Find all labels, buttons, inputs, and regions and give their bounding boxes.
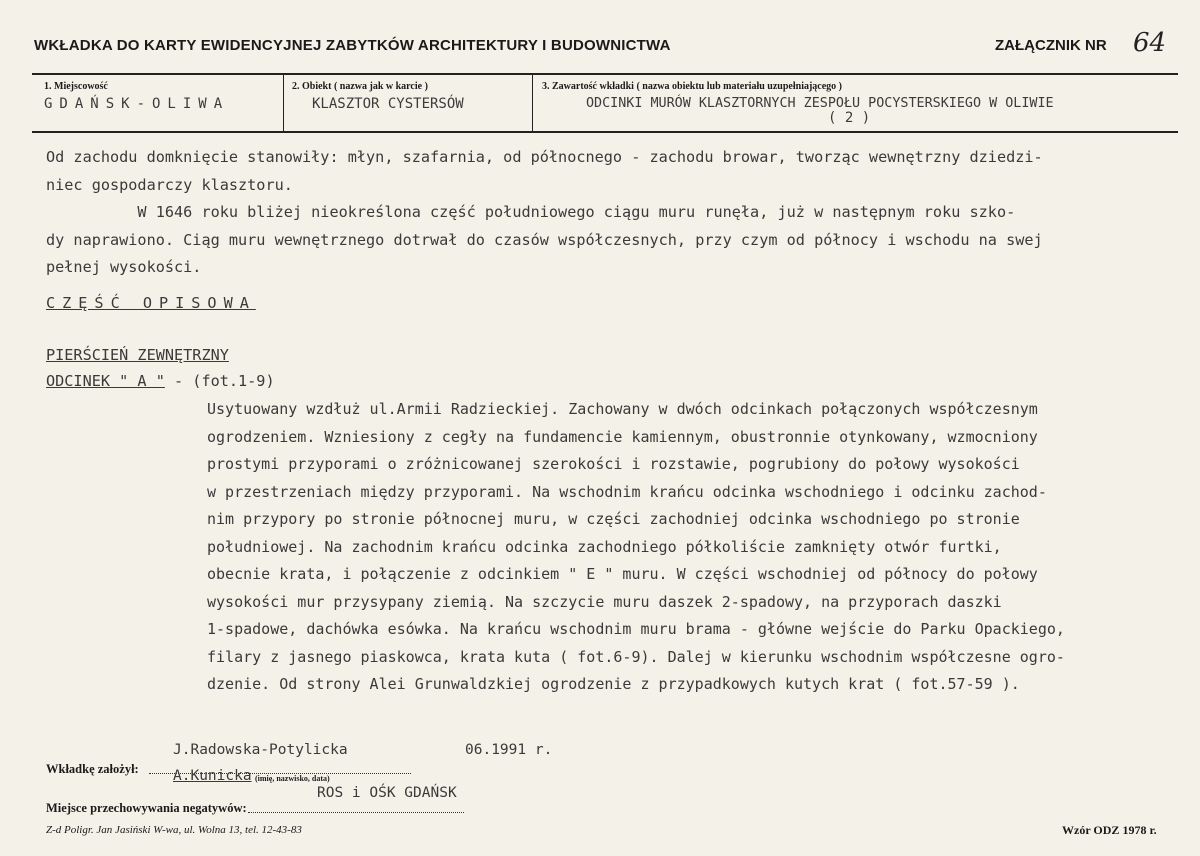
field3-label: 3. Zawartość wkładki ( nazwa obiektu lub materiału uzupełniającego ): [542, 81, 843, 92]
top-rule: [32, 73, 1178, 75]
intro-line: dy naprawiono. Ciąg muru wewnętrznego dotrwał do czasów współczesnych, przy czym od północy i wschodu na swej: [46, 230, 1043, 249]
negatives-location: ROS i OŚK GDAŃSK: [317, 785, 457, 801]
section-heading: CZĘŚĆ OPISOWA: [46, 294, 256, 312]
founder-label: Wkładkę założył:: [46, 762, 139, 776]
date-created: 06.1991 r.: [465, 742, 553, 758]
description-line: prostymi przyporami o zróżnicowanej szerokości i rozstawie, pogrubiony do połowy wysokości: [207, 455, 1020, 473]
field1-label: 1. Miejscowość: [44, 81, 108, 92]
description-line: dzenie. Od strony Alei Grunwaldzkiej ogrodzenie z przypadkowych kutych krat ( fot.57-59 ).: [207, 675, 1020, 693]
description-line: 1-spadowe, dachówka esówka. Na krańcu wschodnim muru brama - główne wejście do Parku Opackiego,: [207, 620, 1065, 638]
description-line: Usytuowany wzdłuż ul.Armii Radzieckiej. Zachowany w dwóch odcinkach połączonych współczesnym: [207, 400, 1038, 418]
intro-line: W 1646 roku bliżej nieokreślona część południowego ciągu muru runęła, już w następnym roku szko-: [46, 203, 1016, 221]
intro-line: Od zachodu domknięcie stanowiły: młyn, szafarnia, od północnego - zachodu browar, tworząc wewnętrzny dziedzi-: [46, 148, 1043, 166]
segment-heading: [46, 368, 275, 396]
segment-suffix: - (fot.1-9): [164, 372, 275, 390]
field-bottom-rule: [32, 131, 1178, 133]
description-line: w przestrzeniach między przyporami. Na wschodnim krańcu odcinka wschodniego i odcinku zachod-: [207, 482, 1047, 501]
field1-value: GDAŃSK-OLIWA: [44, 96, 230, 112]
intro-line: pełnej wysokości.: [46, 258, 202, 276]
annex-label: ZAŁĄCZNIK NR: [995, 37, 1107, 54]
printer-imprint: Z-d Poligr. Jan Jasiński W-wa, ul. Wolna 13, tel. 12-43-83: [46, 824, 302, 836]
annex-number: 64: [1133, 28, 1167, 58]
negatives-dotted-line: [248, 812, 464, 813]
field3-value-line2: ( 2 ): [828, 110, 871, 126]
description-line: wysokości mur przysypany ziemią. Na szczycie muru daszek 2-spadowy, na przyporach daszki: [207, 592, 1002, 611]
field-divider-1: [283, 75, 284, 131]
founder-sublabel: (imię, nazwisko, data): [255, 774, 330, 783]
field2-value: KLASZTOR CYSTERSÓW: [312, 96, 464, 112]
description-line: ogrodzeniem. Wzniesiony z cegły na fundamencie kamiennym, obustronnie otynkowany, wzmocniony: [207, 427, 1038, 446]
intro-paragraph: [46, 144, 1043, 282]
segment-label: ODCINEK " A ": [46, 372, 165, 390]
author-primary: J.Radowska-Potylicka: [173, 742, 348, 758]
intro-line: niec gospodarczy klasztoru.: [46, 175, 293, 194]
description-line: nim przypory po stronie północnej muru, w części zachodniej odcinka wschodniego po stronie: [207, 510, 1020, 528]
negatives-label: Miejsce przechowywania negatywów:: [46, 801, 247, 815]
subheading-outer-ring: PIERŚCIEŃ ZEWNĘTRZNY: [46, 346, 229, 364]
form-id: Wzór ODZ 1978 r.: [1062, 823, 1157, 837]
field-divider-2: [532, 75, 533, 131]
field3-value-line1: ODCINKI MURÓW KLASZTORNYCH ZESPOŁU POCYSTERSKIEGO W OLIWIE: [586, 96, 1054, 111]
description-line: filary z jasnego piaskowca, krata kuta ( fot.6-9). Dalej w kierunku wschodnim współczesne ogro-: [207, 647, 1065, 666]
description-paragraph: [207, 396, 1065, 699]
author-secondary: A.Kunicka: [173, 768, 252, 784]
description-line: południowej. Na zachodnim krańcu odcinka zachodniego półkoliście zamknięty otwór furtki,: [207, 537, 1002, 556]
description-line: obecnie krata, i połączenie z odcinkiem " E " muru. W części wschodniej od północy do połowy: [207, 565, 1038, 583]
form-title: WKŁADKA DO KARTY EWIDENCYJNEJ ZABYTKÓW ARCHITEKTURY I BUDOWNICTWA: [34, 37, 671, 54]
field2-label: 2. Obiekt ( nazwa jak w karcie ): [292, 81, 428, 92]
